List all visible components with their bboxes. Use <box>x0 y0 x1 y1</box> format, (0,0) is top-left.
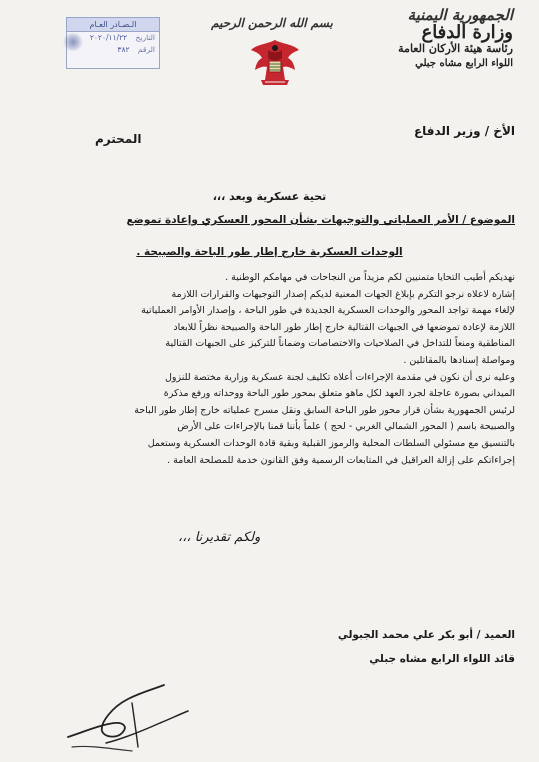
letter-body <box>25 270 515 469</box>
body-line: لإلغاء مهمة تواجد المحور والوحدات العسكرية الجديدة في طور الباحة ، وإصدار الأوامر العملياتية <box>141 305 515 317</box>
subject-line: الموضوع / الأمر العملياتي والتوجيهات بشأن المحور العسكري وإعادة تموضع <box>126 214 515 226</box>
greeting-line: تحية عسكرية وبعد ،،، <box>212 190 327 203</box>
body-line: وعليه نرى أن نكون في مقدمة الإجراءات أعلاه تكليف لجنة عسكرية وزارية مختصة للنزول <box>165 371 515 383</box>
stamp-number-label: الرقم <box>137 45 155 54</box>
addressee-line: الأخ / وزير الدفاع <box>413 124 515 138</box>
body-line: لرئيس الجمهورية بشأن قرار محور طور الباحة السابق ونقل مسرح عملياته خارج إطار طور الباحة <box>134 404 515 416</box>
body-line: نهديكم أطيب التحايا متمنيين لكم مزيداً من النجاحات في مهامكم الوطنية . <box>225 272 515 283</box>
body-line: اللازمة لإعادة تموضعها في الجبهات القتالية خارج إطار طور الباحة والصبيحة نظراً للابعاد <box>173 321 515 333</box>
body-line: بالتنسيق مع مسئولي السلطات المحلية والرموز القبلية وبقية قادة الوحدات العسكرية وستعمل <box>147 437 515 449</box>
stamp-title: الـصـادر العـام <box>67 18 159 32</box>
ink-blot <box>63 33 83 51</box>
ministry-brigade: اللواء الرابع مشاه جبلي <box>415 58 513 69</box>
stamp-number-value: ٣٨٢ <box>117 45 130 54</box>
body-line: الميداني بصورة عاجلة لجرد العهد لكل ماهو متعلق بمحور طور الباحة ووحداته ورفع مذكرة <box>163 388 515 400</box>
body-line: ومواصلة إسنادها بالمقاتلين . <box>403 354 515 366</box>
signatory-name: العميد / أبو بكر علي محمد الجبولي <box>337 629 515 641</box>
body-line: إجراءاتكم على إزالة العراقيل في المتابعات الرسمية وفق القانون خدمة للمصلحة العامة . <box>167 454 515 466</box>
handwritten-signature-icon <box>62 673 194 759</box>
body-line: إشارة لاعلاه نرجو التكرم بإبلاغ الجهات المعنية لديكم إصدار التوجيهات والقرارات اللازمة <box>171 288 515 300</box>
body-line: المناطقية ومنعاً للتداخل في الصلاحيات والاختصاصات وضماناً للتركيز على الجبهات القتالية <box>165 338 515 350</box>
body-line: والصبيحة باسم ( المحور الشمالي الغربي - لحج ) علماً بأننا قمنا بالإجراءات على الأرض <box>177 421 515 433</box>
stamp-date-value: ٢٠٢٠/١١/٢٢ <box>89 33 128 42</box>
subject-continuation: الوحدات العسكرية خارج إطار طور الباحة والصبيحة . <box>136 246 403 258</box>
stamp-date-label: التاريخ <box>135 33 155 42</box>
yemen-eagle-emblem-icon <box>248 36 302 90</box>
ministry-name: وزارة الدفاع <box>421 22 513 43</box>
signatory-position: قائد اللواء الرابع مشاه جبلي <box>369 653 515 665</box>
addressee-honorific: المحترم <box>95 132 142 146</box>
closing-handwritten: ولكم تقديرنا ،،، <box>178 530 261 545</box>
basmala-header: بسم الله الرحمن الرحيم <box>211 16 333 30</box>
ministry-staff: رئاسة هيئة الأركان العامة <box>398 42 513 55</box>
ministry-country: الجمهورية اليمنية <box>407 6 513 24</box>
